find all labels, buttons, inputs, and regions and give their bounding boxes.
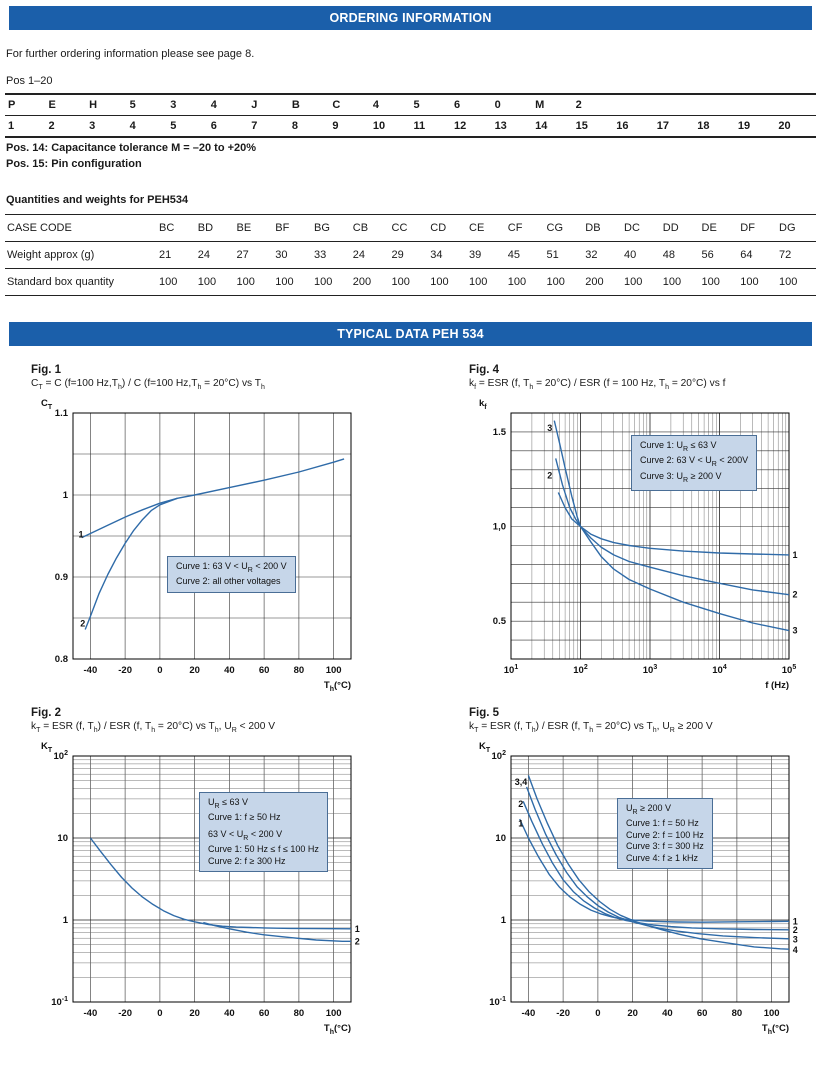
chart-svg (465, 736, 805, 1036)
svg-text:0: 0 (157, 1008, 163, 1020)
chart-area (27, 736, 367, 1036)
value-cell: 45 (507, 249, 520, 261)
position-cell: 13 (494, 120, 507, 132)
svg-text:-40: -40 (83, 1008, 98, 1020)
value-cell: 100 (701, 276, 720, 288)
code-cell: 5 (129, 99, 136, 111)
position-cell: 5 (170, 120, 177, 132)
value-cell: CD (430, 222, 447, 234)
svg-text:1: 1 (500, 915, 506, 927)
svg-text:-40: -40 (83, 665, 98, 677)
value-cell: DF (740, 222, 755, 234)
svg-text:kf: $k_f$ (479, 398, 487, 412)
chart-legend (167, 556, 296, 593)
svg-text:-20: -20 (118, 665, 132, 677)
position-cell: 15 (575, 120, 588, 132)
svg-text:40: 40 (224, 665, 235, 677)
position-cell: 9 (332, 120, 339, 132)
code-cell: 0 (494, 99, 501, 111)
value-cell: 100 (740, 276, 759, 288)
svg-text:0.5: 0.5 (492, 616, 506, 628)
svg-text:0.8: 0.8 (54, 654, 68, 666)
quantities-table (5, 214, 816, 296)
legend-line: $U_R \ge 200$ V (626, 803, 672, 816)
svg-text:3: 3 (792, 625, 798, 636)
chart-area (465, 393, 805, 693)
pos15-note: Pos. 15: Pin configuration (6, 158, 142, 170)
svg-text:20: 20 (189, 665, 200, 677)
svg-text:80: 80 (293, 1008, 305, 1020)
position-cell: 14 (535, 120, 548, 132)
position-cell: 18 (697, 120, 710, 132)
code-cell: E (48, 99, 56, 111)
svg-text:102: $10^2$ (491, 750, 506, 763)
svg-text:2: 2 (792, 925, 798, 936)
svg-text:f (Hz): f (Hz) (765, 680, 789, 692)
value-cell: DD (662, 222, 679, 234)
svg-text:10: 10 (495, 833, 506, 845)
position-cell: 11 (413, 120, 426, 132)
legend-line: Curve 3: f = 300 Hz (626, 841, 704, 852)
svg-text:3: 3 (547, 423, 553, 434)
chart-legend (617, 798, 713, 869)
figure-title: $C_T = C$ (f=100 $Hz,T_h$) / C (f=100 $Hz,T_h = 20^\circ C$) vs $T_h$ (31, 378, 265, 392)
code-cell: J (251, 99, 258, 111)
chart-svg (27, 393, 367, 693)
code-cell: M (535, 99, 545, 111)
legend-line: Curve 1: f = 50 Hz (626, 818, 699, 829)
value-cell: 100 (507, 276, 527, 288)
code-cell: 6 (454, 99, 461, 111)
svg-text:101: $10^1$ (503, 664, 519, 677)
figure-label: Fig. 1 (31, 364, 62, 376)
svg-text:10: 10 (57, 833, 68, 845)
value-cell: 39 (469, 249, 482, 261)
svg-text:104: $10^4$ (712, 664, 727, 677)
position-cell: 6 (210, 120, 217, 132)
quantities-heading: Quantities and weights for PEH534 (6, 194, 189, 206)
legend-line: Curve 4: f ≥ 1 kHz (626, 852, 698, 863)
position-cell: 1 (8, 120, 15, 132)
svg-text:100: 100 (763, 1008, 780, 1020)
value-cell: CB (352, 222, 369, 234)
svg-text:100: 100 (325, 665, 342, 677)
table-row (5, 242, 816, 269)
row-label: CASE CODE (7, 222, 72, 234)
figure-fig2 (27, 701, 377, 1036)
svg-text:80: 80 (731, 1008, 743, 1020)
figure-fig4 (465, 358, 815, 693)
table-row (5, 215, 816, 242)
value-cell: CG (546, 222, 563, 234)
chart-svg (27, 736, 367, 1036)
figure-title: $k_T$ = ESR (f, $T_h$) / ESR (f, $T_h = 20^\circ C$) vs $T_h$, $U_R < 200$ V (31, 721, 275, 735)
value-cell: 100 (469, 276, 488, 288)
figure-title: $k_T$ = ESR (f, $T_h$) / ESR (f, $T_h = 20^\circ C$) vs $T_h$, $U_R \ge 200$ V (469, 721, 713, 735)
code-cell: 3 (170, 99, 177, 111)
value-cell: 64 (740, 249, 753, 261)
value-cell: BE (236, 222, 252, 234)
svg-text:0.9: 0.9 (54, 572, 68, 584)
value-cell: CC (391, 222, 408, 234)
svg-text:-20: -20 (556, 1008, 570, 1020)
position-cell: 20 (778, 120, 791, 132)
svg-text:3,4: 3,4 (514, 777, 528, 788)
intro-text: For further ordering information please see page 8. (6, 48, 255, 60)
chart-curve-curve2 (203, 923, 351, 942)
svg-text:2: 2 (518, 799, 524, 810)
svg-text:2: 2 (80, 618, 86, 629)
svg-text:3: 3 (792, 934, 798, 945)
table-row (5, 269, 816, 296)
value-cell: DC (624, 222, 640, 234)
svg-text:2: 2 (354, 936, 360, 947)
svg-text:Th(°C): $T_h(^\circ C)$ (761, 1023, 789, 1037)
legend-line: $U_R \le 63$ V (208, 797, 249, 810)
value-cell: 100 (391, 276, 410, 288)
svg-text:1: 1 (518, 818, 524, 829)
svg-text:4: 4 (792, 945, 798, 956)
svg-text:1: 1 (792, 916, 798, 927)
svg-text:60: 60 (258, 665, 270, 677)
value-cell: 27 (236, 249, 249, 261)
value-cell: BF (275, 222, 290, 234)
value-cell: DE (701, 222, 717, 234)
figure-label: Fig. 4 (469, 364, 500, 376)
value-cell: 100 (314, 276, 333, 288)
legend-line: Curve 1: 63 $V < U_R < 200$ V (176, 561, 287, 574)
svg-text:2: 2 (547, 470, 553, 481)
figures-grid (5, 358, 816, 1036)
svg-text:CT: $C_T$ (41, 398, 53, 412)
svg-text:10-1: $10^{-1}$ (489, 996, 506, 1009)
section-header-typical-data: TYPICAL DATA PEH 534 (9, 322, 812, 346)
code-cell: P (8, 99, 16, 111)
position-cell: 12 (454, 120, 467, 132)
figure-fig5 (465, 701, 815, 1036)
svg-text:-20: -20 (118, 1008, 132, 1020)
svg-text:KT: $K_T$ (41, 741, 53, 755)
code-cell (775, 94, 816, 116)
value-cell: 24 (197, 249, 210, 261)
svg-text:100: 100 (325, 1008, 342, 1020)
chart-curve-curve2 (85, 498, 177, 629)
value-cell: CF (507, 222, 523, 234)
legend-line: Curve 2: 63 $V < U_R < 200V$ (640, 455, 749, 469)
value-cell: 100 (624, 276, 643, 288)
position-numbers-row (5, 116, 816, 138)
svg-text:-40: -40 (521, 1008, 536, 1020)
svg-text:1: 1 (792, 549, 798, 560)
svg-text:1: 1 (354, 923, 360, 934)
svg-text:1: 1 (78, 529, 84, 540)
code-cell: 4 (210, 99, 217, 111)
value-cell: 40 (624, 249, 637, 261)
position-cell: 17 (656, 120, 669, 132)
code-cell (613, 94, 654, 116)
value-cell: BC (159, 222, 175, 234)
legend-line: 63 $V < U_R < 200$ V (208, 828, 283, 842)
value-cell: 72 (779, 249, 792, 261)
code-cell: H (89, 99, 98, 111)
position-cell: 4 (129, 120, 136, 132)
legend-line: Curve 1: 50 Hz ≤ f ≤ 100 Hz (208, 844, 319, 855)
value-cell: 33 (314, 249, 327, 261)
svg-text:1: 1 (62, 490, 68, 502)
position-cell: 19 (737, 120, 751, 132)
value-cell: 21 (159, 249, 172, 261)
chart-curve-curve1 (82, 459, 344, 538)
code-cell: 2 (575, 99, 582, 111)
figure-title: $k_f$ = ESR (f, $T_h = 20^\circ C$) / ESR (f = 100 Hz, $T_h = 20^\circ C$) vs f (469, 378, 726, 392)
pos-range-label: Pos 1–20 (6, 75, 53, 87)
value-cell: 24 (352, 249, 365, 261)
legend-line: Curve 1: $U_R \le 63$ V (640, 440, 717, 453)
legend-line: Curve 2: all other voltages (176, 576, 281, 587)
legend-line: Curve 1: f ≥ 50 Hz (208, 812, 281, 823)
value-cell: 100 (662, 276, 682, 288)
pos14-note: Pos. 14: Capacitance tolerance M = –20 to +20% (6, 142, 257, 154)
legend-line: Curve 3: $U_R \ge 200$ V (640, 470, 722, 484)
chart-legend (631, 435, 757, 491)
value-cell: 30 (275, 249, 288, 261)
svg-text:0: 0 (157, 665, 163, 677)
svg-text:60: 60 (696, 1008, 708, 1020)
value-cell: 100 (275, 276, 294, 288)
row-label: Weight approx (g) (7, 249, 95, 261)
chart-legend (199, 792, 328, 872)
code-cell (694, 94, 735, 116)
chart-area (27, 393, 367, 693)
value-cell: DB (585, 222, 601, 234)
svg-text:40: 40 (662, 1008, 673, 1020)
ordering-code-table (5, 93, 816, 138)
code-cell (654, 94, 695, 116)
svg-text:40: 40 (224, 1008, 235, 1020)
value-cell: DG (779, 222, 796, 234)
value-cell: 48 (662, 249, 675, 261)
code-cell: C (332, 99, 341, 111)
value-cell: BD (197, 222, 214, 234)
value-cell: 100 (779, 276, 798, 288)
section-header-ordering-information: ORDERING INFORMATION (9, 6, 812, 30)
figure-label: Fig. 5 (469, 707, 500, 720)
svg-text:Th(°C): $T_h(^\circ C)$ (323, 1023, 351, 1037)
value-cell: 100 (197, 276, 217, 288)
code-cell: 4 (372, 99, 380, 111)
chart-area (465, 736, 805, 1036)
svg-text:Th(°C): $T_h(^\circ C)$ (323, 680, 351, 694)
code-cell: 5 (413, 99, 420, 111)
value-cell: CE (469, 222, 485, 234)
code-values-row (5, 94, 816, 116)
value-cell: BG (314, 222, 330, 234)
svg-text:10-1: $10^{-1}$ (51, 996, 68, 1009)
value-cell: 200 (352, 276, 372, 288)
legend-line: Curve 2: f ≥ 300 Hz (208, 855, 286, 866)
figure-label: Fig. 2 (31, 707, 62, 720)
svg-text:60: 60 (258, 1008, 270, 1020)
code-cell: B (291, 99, 300, 111)
svg-text:20: 20 (627, 1008, 638, 1020)
value-cell: 100 (236, 276, 255, 288)
svg-text:1: 1 (62, 915, 68, 927)
value-cell: 100 (430, 276, 449, 288)
value-cell: 100 (159, 276, 178, 288)
svg-text:105: $10^5$ (781, 664, 797, 677)
row-label: Standard box quantity (7, 276, 115, 288)
svg-text:1.1: 1.1 (54, 408, 68, 420)
position-cell: 16 (616, 120, 629, 132)
svg-text:1,0: 1,0 (492, 521, 506, 533)
position-cell: 8 (291, 120, 298, 132)
position-cell: 7 (251, 120, 258, 132)
value-cell: 200 (585, 276, 604, 288)
value-cell: 34 (430, 249, 443, 261)
value-cell: 32 (585, 249, 598, 261)
position-cell: 3 (89, 120, 96, 132)
value-cell: 29 (391, 249, 404, 261)
value-cell: 56 (701, 249, 714, 261)
svg-text:102: $10^2$ (573, 664, 588, 677)
svg-text:2: 2 (792, 589, 798, 600)
figure-fig1 (27, 358, 377, 693)
position-cell: 10 (372, 120, 386, 132)
position-cell: 2 (48, 120, 55, 132)
svg-text:KT: $K_T$ (479, 741, 491, 755)
code-cell (735, 94, 776, 116)
svg-text:20: 20 (189, 1008, 200, 1020)
svg-text:0: 0 (595, 1008, 601, 1020)
legend-line: Curve 2: f = 100 Hz (626, 829, 704, 840)
svg-text:80: 80 (293, 665, 305, 677)
svg-text:102: $10^2$ (53, 750, 68, 763)
svg-text:1.5: 1.5 (492, 426, 506, 438)
value-cell: 100 (546, 276, 565, 288)
svg-text:103: $10^3$ (642, 664, 658, 677)
value-cell: 51 (546, 249, 559, 261)
